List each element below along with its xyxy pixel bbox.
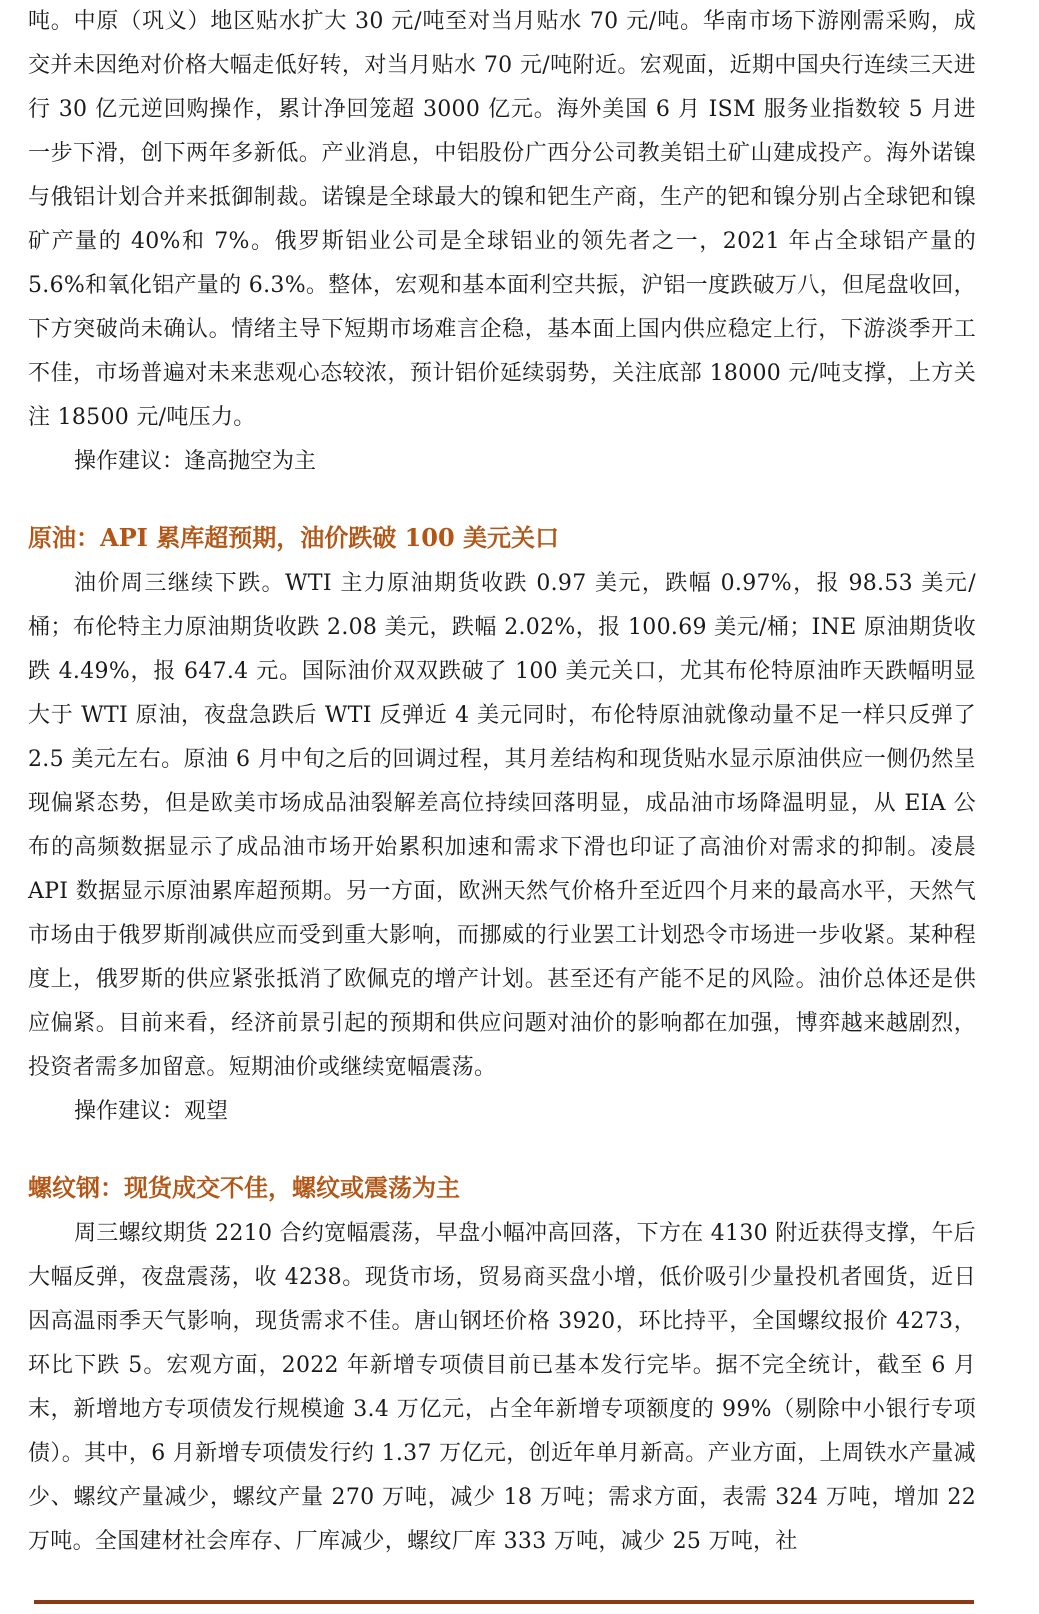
document-page: [28, 0, 976, 1564]
page-bottom-rule: [34, 1600, 974, 1604]
aluminum-advice: 操作建议：逢高抛空为主: [74, 449, 317, 474]
crude-oil-paragraph: 油价周三继续下跌。WTI 主力原油期货收跌 0.97 美元，跌幅 0.97%，报 98.53 美元/桶；布伦特主力原油期货收跌 2.08 美元，跌幅 2.02%，报 100.69 美元/桶；INE 原油期货收跌 4.49%，报 647.4 元。国际油价双双跌破了 100 美元关口，尤其布伦特原油昨天跌幅明显大于 WTI 原油，夜盘急跌后 WTI 反弹近 4 美元同时，布伦特原油就像动量不足一样只反弹了 2.5 美元左右。原油 6 月中旬之后的回调过程，其月差结构和现货贴水显示原油供应一侧仍然呈现偏紧态势，但是欧美市场成品油裂解差高位持续回落明显，成品油市场降温明显，从 EIA 公布的高频数据显示了成品油市场开始累积加速和需求下滑也印证了高油价对需求的抑制。凌晨 API 数据显示原油累库超预期。另一方面，欧洲天然气价格升至近四个月来的最高水平，天然气市场由于俄罗斯削减供应而受到重大影响，而挪威的行业罢工计划恐令市场进一步收紧。某种程度上，俄罗斯的供应紧张抵消了欧佩克的增产计划。甚至还有产能不足的风险。油价总体还是供应偏紧。目前来看，经济前景引起的预期和供应问题对油价的影响都在加强，博弈越来越剧烈，投资者需多加留意。短期油价或继续宽幅震荡。: [28, 571, 976, 1080]
rebar-heading: 螺纹钢：现货成交不佳，螺纹或震荡为主: [28, 1173, 460, 1202]
rebar-paragraph: 周三螺纹期货 2210 合约宽幅震荡，早盘小幅冲高回落，下方在 4130 附近获得支撑，午后大幅反弹，夜盘震荡，收 4238。现货市场，贸易商买盘小增，低价吸引少量投机者囤货，近日因高温雨季天气影响，现货需求不佳。唐山钢坯价格 3920，环比持平，全国螺纹报价 4273，环比下跌 5。宏观方面，2022 年新增专项债目前已基本发行完毕。据不完全统计，截至 6 月末，新增地方专项债发行规模逾 3.4 万亿元，占全年新增专项额度的 99%（剔除中小银行专项债）。其中，6 月新增专项债发行约 1.37 万亿元，创近年单月新高。产业方面，上周铁水产量减少、螺纹产量减少，螺纹产量 270 万吨，减少 18 万吨；需求方面，表需 324 万吨，增加 22 万吨。全国建材社会库存、厂库减少，螺纹厂库 333 万吨，减少 25 万吨，社: [28, 1221, 976, 1554]
crude-oil-advice: 操作建议：观望: [74, 1099, 229, 1124]
aluminum-body-paragraph: 吨。中原（巩义）地区贴水扩大 30 元/吨至对当月贴水 70 元/吨。华南市场下游刚需采购，成交并未因绝对价格大幅走低好转，对当月贴水 70 元/吨附近。宏观面，近期中国央行连续三天进行 30 亿元逆回购操作，累计净回笼超 3000 亿元。海外美国 6 月 ISM 服务业指数较 5 月进一步下滑，创下两年多新低。产业消息，中铝股份广西分公司教美铝土矿山建成投产。海外诺镍与俄铝计划合并来抵御制裁。诺镍是全球最大的镍和钯生产商，生产的钯和镍分别占全球钯和镍矿产量的 40%和 7%。俄罗斯铝业公司是全球铝业的领先者之一，2021 年占全球铝产量的 5.6%和氧化铝产量的 6.3%。整体，宏观和基本面利空共振，沪铝一度跌破万八，但尾盘收回，下方突破尚未确认。情绪主导下短期市场难言企稳，基本面上国内供应稳定上行，下游淡季开工不佳，市场普遍对未来悲观心态较浓，预计铝价延续弱势，关注底部 18000 元/吨支撑，上方关注 18500 元/吨压力。: [28, 9, 976, 430]
crude-oil-heading: 原油：API 累库超预期，油价跌破 100 美元关口: [28, 523, 560, 552]
